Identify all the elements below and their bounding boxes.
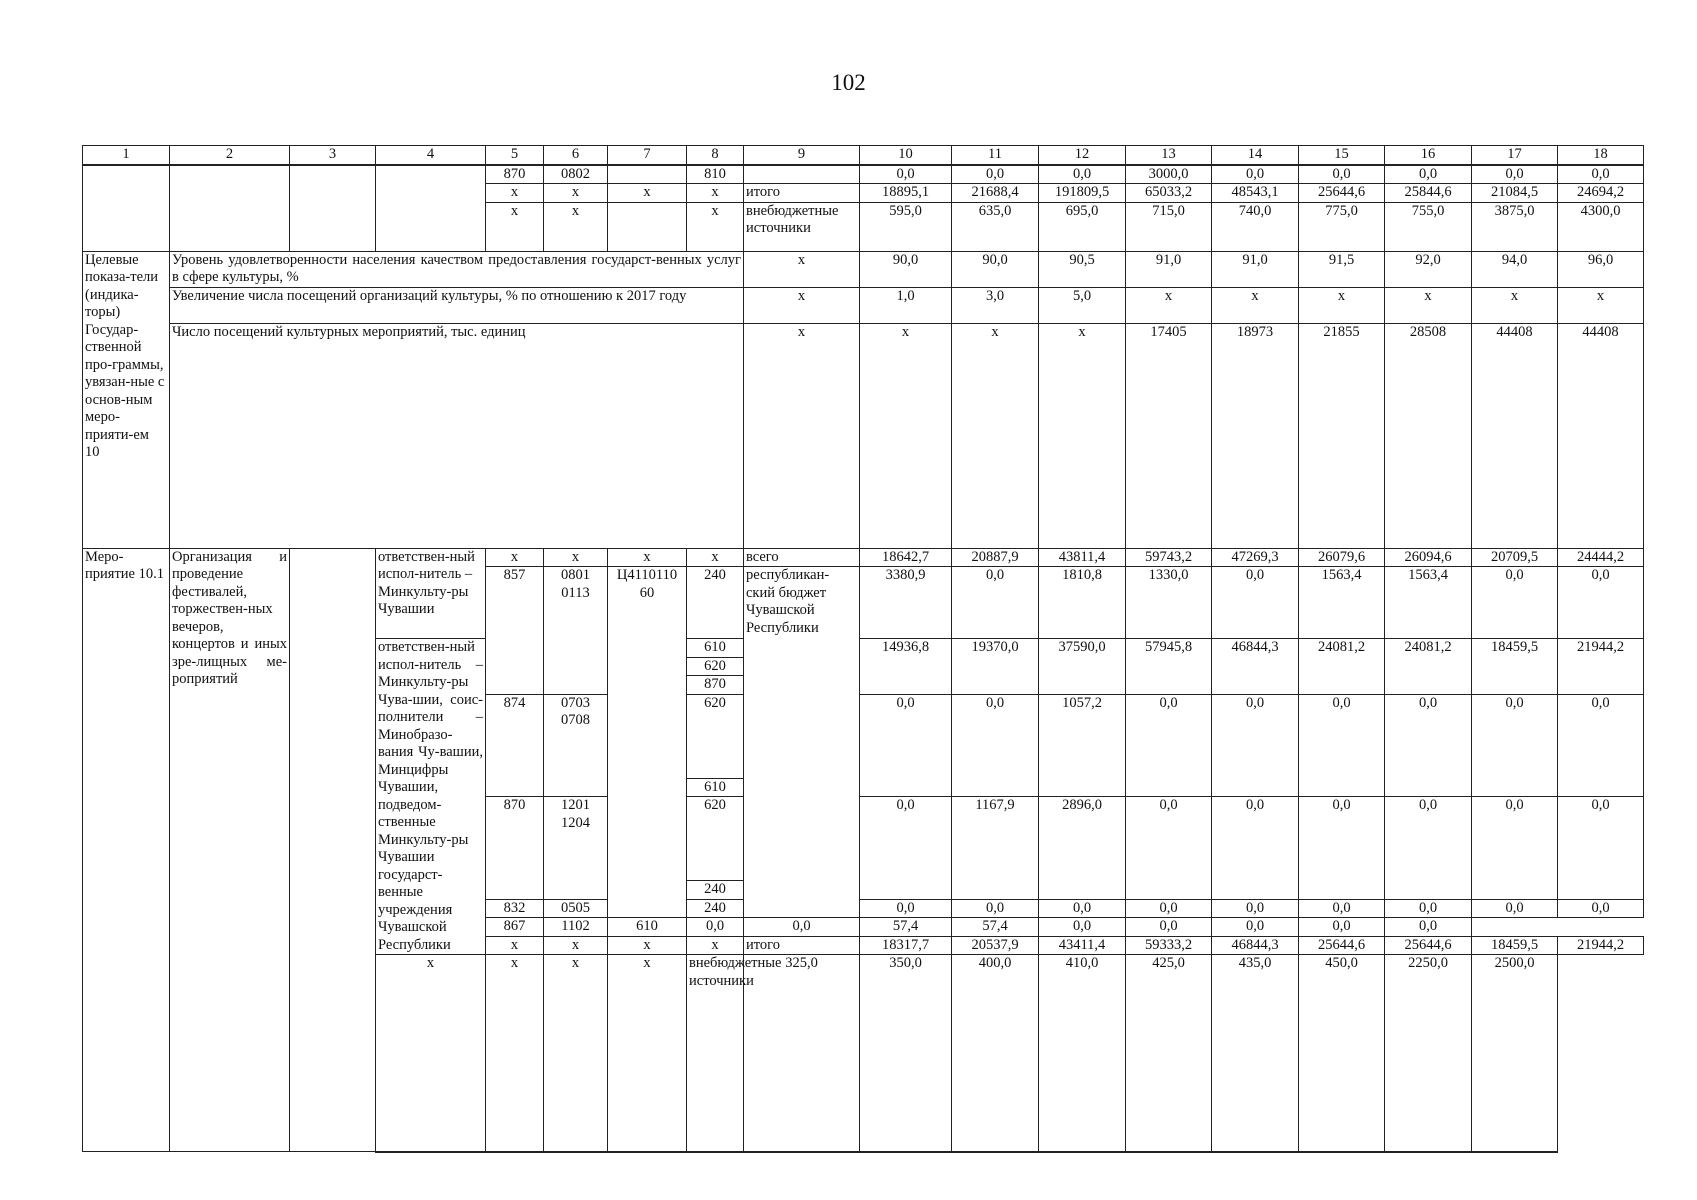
page-number: 102 [831,70,866,95]
value-cell: 0,0 [1039,165,1126,184]
table-cell: х [486,202,544,251]
value-cell: 18459,5 [1472,936,1558,955]
value-cell: 44408 [1558,323,1644,548]
value-cell: 65033,2 [1126,184,1212,203]
value-cell: 91,0 [1212,251,1299,287]
value-cell: 0,0 [1385,918,1472,937]
value-cell: 57945,8 [1126,639,1212,695]
value-cell: 0,0 [1039,918,1126,937]
value-cell: 0,0 [1385,797,1472,900]
executor-cell: ответствен-ный испол-нитель – Минкульту-ры Чува-шии, соис-полнители – Минобразо-вания Чу-вашии, Минцифры Чувашии, подведом-ственные Минкульту-ры Чувашии государст-венные учреждения Чувашской Республики [376,639,486,955]
value-cell: 1057,2 [1039,694,1126,797]
column-header: 4 [376,146,486,165]
table-cell: 0802 [544,165,608,184]
column-header: 8 [687,146,744,165]
value-cell: 18895,1 [860,184,952,203]
value-cell: 3,0 [952,287,1039,323]
table-cell: х [544,202,608,251]
value-cell: 24081,2 [1385,639,1472,695]
value-cell: 94,0 [1472,251,1558,287]
table-cell: 610 [608,918,687,937]
column-header: 16 [1385,146,1472,165]
table-cell: х [608,936,687,955]
value-cell: 695,0 [1039,202,1126,251]
value-cell: 2250,0 [1385,955,1472,1152]
value-cell: х [860,323,952,548]
table-row [83,165,1644,184]
value-cell: 4300,0 [1558,202,1644,251]
value-cell: 635,0 [952,202,1039,251]
executor-cell: ответствен-ный испол-нитель – Минкульту-ры Чувашии [376,548,486,639]
value-cell: 0,0 [1299,899,1385,918]
column-header: 11 [952,146,1039,165]
table-cell: 832 [486,899,544,918]
value-cell: 91,5 [1299,251,1385,287]
indicator-name: Уровень удовлетворенности населения качеством предоставления государст-венных услуг в сфере культуры, % [170,251,744,287]
value-cell: 0,0 [1126,694,1212,797]
column-header: 12 [1039,146,1126,165]
table-cell: х [744,287,860,323]
table-cell: 0703 0708 [544,694,608,797]
value-cell: 25644,6 [1299,936,1385,955]
value-cell: 325,0 [744,955,860,1152]
table-cell: внебюджетные источники [744,202,860,251]
value-cell: 1,0 [860,287,952,323]
value-cell: х [1385,287,1472,323]
table-cell: 620 [687,657,744,676]
table-cell: 0801 0113 [544,567,608,676]
value-cell: 1810,8 [1039,567,1126,639]
value-cell: 0,0 [1126,899,1212,918]
table-cell: 240 [687,567,744,639]
value-cell: 0,0 [1558,899,1644,918]
value-cell: 0,0 [1212,797,1299,900]
value-cell: 21688,4 [952,184,1039,203]
value-cell: 1563,4 [1299,567,1385,639]
value-cell: 0,0 [1299,797,1385,900]
value-cell: 24444,2 [1558,548,1644,567]
value-cell: 0,0 [1212,899,1299,918]
table-cell: х [544,955,608,1152]
value-cell: 0,0 [1385,165,1472,184]
value-cell: 435,0 [1212,955,1299,1152]
value-cell: 59743,2 [1126,548,1212,567]
value-cell: 0,0 [687,918,744,937]
value-cell: 20887,9 [952,548,1039,567]
value-cell: 46844,3 [1212,639,1299,695]
value-cell: 3000,0 [1126,165,1212,184]
value-cell: 0,0 [1558,567,1644,639]
value-cell: 46844,3 [1212,936,1299,955]
value-cell: 775,0 [1299,202,1385,251]
value-cell: 90,0 [860,251,952,287]
value-cell: 26079,6 [1299,548,1385,567]
empty-cell [290,165,376,252]
value-cell: 0,0 [1039,899,1126,918]
table-row [83,323,1644,548]
value-cell: 18973 [1212,323,1299,548]
value-cell: 48543,1 [1212,184,1299,203]
value-cell: 90,0 [952,251,1039,287]
value-cell: х [1472,287,1558,323]
value-cell: 0,0 [952,567,1039,639]
value-cell: 25644,6 [1299,184,1385,203]
table-cell: 870 [486,165,544,184]
table-cell: х [744,323,860,548]
value-cell: 755,0 [1385,202,1472,251]
value-cell: 0,0 [1385,899,1472,918]
value-cell: 0,0 [1299,694,1385,797]
value-cell: 90,5 [1039,251,1126,287]
value-cell: 0,0 [1558,797,1644,900]
value-cell: 0,0 [1472,165,1558,184]
value-cell: 715,0 [1126,202,1212,251]
value-cell: 0,0 [1212,694,1299,797]
value-cell: 20537,9 [952,936,1039,955]
value-cell: 0,0 [1472,899,1558,918]
column-header: 6 [544,146,608,165]
budget-table [82,145,1644,1153]
value-cell: 0,0 [1385,694,1472,797]
value-cell: 47269,3 [1212,548,1299,567]
column-header: 13 [1126,146,1212,165]
value-cell: 21944,2 [1558,639,1644,695]
table-cell [290,548,376,1152]
table-cell: 870 [486,797,544,900]
value-cell: 24081,2 [1299,639,1385,695]
table-cell: 874 [486,694,544,797]
value-cell: 59333,2 [1126,936,1212,955]
value-cell: 57,4 [860,918,952,937]
table-cell: 810 [687,165,744,184]
table-cell: 0505 [544,899,608,918]
value-cell: 21944,2 [1558,936,1644,955]
measure-name: Организация и проведение фестивалей, торжествен-ных вечеров, концертов и иных зре-лищных ме-роприятий [170,548,290,1152]
column-header: 2 [170,146,290,165]
value-cell: х [1126,287,1212,323]
column-header: 18 [1558,146,1644,165]
measure-id: Меро-приятие 10.1 [83,548,170,1152]
table-cell: 610 [687,639,744,658]
table-cell: х [608,548,687,567]
value-cell: 2500,0 [1472,955,1558,1152]
table-cell: х [744,251,860,287]
value-cell: 0,0 [860,797,952,900]
targets-label: Целевые показа-тели (индика-торы) Государ-ственной про-граммы, увязан-ные с основ-ным меро-прияти-ем 10 [83,251,170,548]
value-cell: 20709,5 [1472,548,1558,567]
table-cell: всего [744,548,860,567]
value-cell: 91,0 [1126,251,1212,287]
column-header: 5 [486,146,544,165]
value-cell: 0,0 [1212,918,1299,937]
table-row [83,287,1644,323]
value-cell: 2896,0 [1039,797,1126,900]
value-cell: 0,0 [1472,694,1558,797]
table-cell: х [544,936,608,955]
table-cell: х [687,184,744,203]
table-cell [744,165,860,184]
value-cell: 18317,7 [860,936,952,955]
table-cell [486,676,544,695]
value-cell: 0,0 [744,918,860,937]
value-cell: 0,0 [860,165,952,184]
table-cell: итого [744,184,860,203]
table-cell: х [486,548,544,567]
column-header: 7 [608,146,687,165]
column-header: 15 [1299,146,1385,165]
value-cell: х [952,323,1039,548]
table-cell: х [687,548,744,567]
value-cell: 5,0 [1039,287,1126,323]
value-cell: 350,0 [860,955,952,1152]
value-cell: 410,0 [1039,955,1126,1152]
value-cell: 43811,4 [1039,548,1126,567]
value-cell: 44408 [1472,323,1558,548]
value-cell: 25644,6 [1385,936,1472,955]
table-cell: х [486,955,544,1152]
empty-cell [170,165,290,252]
table-cell: 240 [687,899,744,918]
value-cell: 37590,0 [1039,639,1126,695]
value-cell: 1330,0 [1126,567,1212,639]
column-header: 14 [1212,146,1299,165]
value-cell: 3380,9 [860,567,952,639]
table-cell: х [544,184,608,203]
value-cell: 0,0 [1299,918,1385,937]
value-cell: 0,0 [1472,797,1558,900]
table-cell: х [544,548,608,567]
value-cell: 450,0 [1299,955,1385,1152]
table-cell: 857 [486,567,544,676]
indicator-name: Число посещений культурных мероприятий, тыс. единиц [170,323,744,548]
value-cell: 0,0 [860,694,952,797]
table-cell [544,676,608,695]
value-cell: 425,0 [1126,955,1212,1152]
value-cell: 28508 [1385,323,1472,548]
value-cell: х [1299,287,1385,323]
value-cell: 595,0 [860,202,952,251]
value-cell: 1167,9 [952,797,1039,900]
column-header: 9 [744,146,860,165]
value-cell: 0,0 [1126,797,1212,900]
table-cell: внебюджетные источники [687,955,744,1152]
value-cell: 0,0 [1126,918,1212,937]
column-header: 17 [1472,146,1558,165]
table-cell: х [486,184,544,203]
value-cell: 0,0 [952,899,1039,918]
table-row [83,548,1644,567]
value-cell: 0,0 [1558,165,1644,184]
column-header: 3 [290,146,376,165]
table-cell: 620 [687,797,744,881]
table-row [83,146,1644,165]
empty-cell [376,165,486,252]
table-cell: х [376,955,486,1152]
value-cell: 21084,5 [1472,184,1558,203]
table-cell: 870 [687,676,744,695]
table-cell: 610 [687,778,744,797]
value-cell: 24694,2 [1558,184,1644,203]
table-cell: 240 [687,881,744,900]
value-cell: х [1558,287,1644,323]
value-cell: 740,0 [1212,202,1299,251]
value-cell: 0,0 [1212,567,1299,639]
value-cell: 96,0 [1558,251,1644,287]
value-cell: х [1212,287,1299,323]
table-cell: 1102 [544,918,608,937]
value-cell: 0,0 [952,694,1039,797]
value-cell: 17405 [1126,323,1212,548]
value-cell: 43411,4 [1039,936,1126,955]
value-cell: 92,0 [1385,251,1472,287]
table-cell [608,202,687,251]
value-cell: 0,0 [952,165,1039,184]
table-cell: итого [744,936,860,955]
value-cell: 57,4 [952,918,1039,937]
value-cell: 0,0 [1299,165,1385,184]
value-cell: 1563,4 [1385,567,1472,639]
table-cell: х [608,184,687,203]
value-cell: 400,0 [952,955,1039,1152]
table-cell: х [486,936,544,955]
table-cell: 1201 1204 [544,797,608,900]
value-cell: 0,0 [1212,165,1299,184]
empty-cell [83,165,170,252]
value-cell: 14936,8 [860,639,952,695]
value-cell: 19370,0 [952,639,1039,695]
value-cell: 18459,5 [1472,639,1558,695]
value-cell: 0,0 [860,899,952,918]
value-cell: х [1039,323,1126,548]
column-header: 1 [83,146,170,165]
table-cell [608,165,687,184]
table-row [83,251,1644,287]
table-cell: х [608,955,687,1152]
table-cell: 867 [486,918,544,937]
value-cell: 3875,0 [1472,202,1558,251]
value-cell: 21855 [1299,323,1385,548]
target-code: Ц4110110 60 [608,567,687,918]
column-header: 10 [860,146,952,165]
indicator-name: Увеличение числа посещений организаций культуры, % по отношению к 2017 году [170,287,744,323]
budget-source: республикан-ский бюджет Чувашской Республики [744,567,860,918]
value-cell: 0,0 [1558,694,1644,797]
value-cell: 25844,6 [1385,184,1472,203]
value-cell: 191809,5 [1039,184,1126,203]
value-cell: 18642,7 [860,548,952,567]
value-cell: 26094,6 [1385,548,1472,567]
table-cell: х [687,936,744,955]
table-cell: х [687,202,744,251]
value-cell: 0,0 [1472,567,1558,639]
table-cell: 620 [687,694,744,778]
